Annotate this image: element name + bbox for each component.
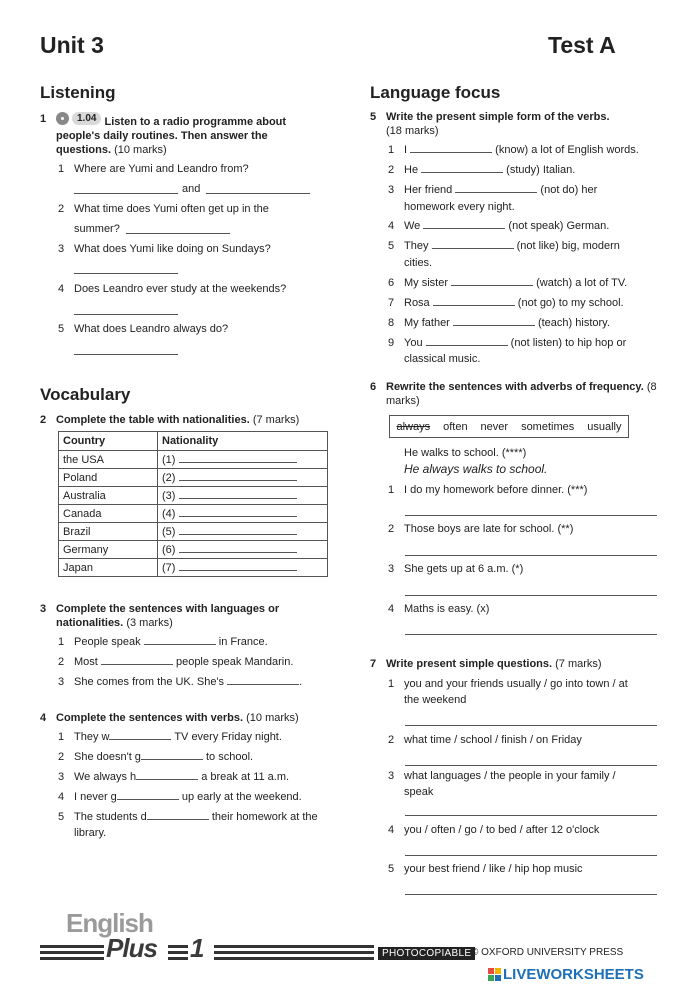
answer-line[interactable] xyxy=(432,238,514,249)
q1-prompt: 1 1.04 Listen to a radio programme about people's daily routines. Then answer the questions. (10 marks) xyxy=(40,113,287,156)
liveworksheets-logo[interactable]: LIVEWORKSHEETS xyxy=(488,966,644,983)
q4-item-5-cont: library. xyxy=(74,827,107,839)
answer-line[interactable] xyxy=(179,507,297,517)
adverb-word: often xyxy=(443,420,468,433)
logo-stripe xyxy=(214,951,374,954)
answer-line[interactable] xyxy=(405,855,657,856)
test-title: Test A xyxy=(548,32,616,58)
answer-line[interactable] xyxy=(144,634,216,645)
answer-line[interactable] xyxy=(179,525,297,535)
language-focus-heading: Language focus xyxy=(370,83,501,102)
answer-line[interactable] xyxy=(405,815,657,816)
table-row: the USA (1) xyxy=(59,451,328,469)
logo-stripe xyxy=(40,951,104,954)
logo-stripe xyxy=(40,945,104,948)
answer-line[interactable] xyxy=(109,729,171,740)
track-number: 1.04 xyxy=(72,112,101,125)
answer-line[interactable] xyxy=(126,233,230,234)
unit-title: Unit 3 xyxy=(40,32,104,58)
adverb-word: always xyxy=(396,420,431,433)
table-row: Brazil (5) xyxy=(59,523,328,541)
answer-line[interactable] xyxy=(405,595,657,596)
answer-line[interactable] xyxy=(74,193,178,194)
answer-line[interactable] xyxy=(179,561,297,571)
adverb-word: sometimes xyxy=(521,420,575,433)
adverb-box xyxy=(389,415,629,438)
answer-line[interactable] xyxy=(227,674,299,685)
table-header-row xyxy=(59,432,328,451)
table-row: Germany (6) xyxy=(59,541,328,559)
answer-line[interactable] xyxy=(117,789,179,800)
q4-prompt: 4 Complete the sentences with verbs. (10 marks) xyxy=(40,712,299,724)
logo-stripe xyxy=(168,951,188,954)
answer-line[interactable] xyxy=(74,314,178,315)
answer-line[interactable] xyxy=(405,515,657,516)
answer-line[interactable] xyxy=(147,809,209,820)
answer-line[interactable] xyxy=(405,555,657,556)
photocopiable-badge: PHOTOCOPIABLE xyxy=(378,947,475,960)
table-row: Australia (3) xyxy=(59,487,328,505)
logo-stripe xyxy=(214,957,374,960)
answer-line[interactable] xyxy=(410,142,492,153)
adverb-word: never xyxy=(480,420,509,433)
q3-prompt: 3 Complete the sentences with languages or nationalities. (3 marks) xyxy=(40,603,280,629)
english-plus-logo-bottom: Plus xyxy=(106,933,157,963)
q5-prompt: 5 Write the present simple form of the verbs. (18 marks) xyxy=(370,111,610,137)
cd-icon xyxy=(56,112,69,125)
answer-line[interactable] xyxy=(74,273,178,274)
answer-line[interactable] xyxy=(179,489,297,499)
publisher-credit: © OXFORD UNIVERSITY PRESS xyxy=(471,947,624,958)
column-header: Nationality xyxy=(158,432,328,451)
q1-item-2-cont: summer? xyxy=(74,223,120,235)
answer-line[interactable] xyxy=(433,295,515,306)
audio-track[interactable] xyxy=(56,112,101,125)
q2-prompt: 2 Complete the table with nationalities. (7 marks) xyxy=(40,414,300,426)
q7-item-3-cont: speak xyxy=(404,786,434,798)
answer-line[interactable] xyxy=(405,765,657,766)
vocabulary-heading: Vocabulary xyxy=(40,385,131,404)
table-row: Canada (4) xyxy=(59,505,328,523)
english-plus-logo-top: English xyxy=(66,908,153,938)
q5-item-9-cont: classical music. xyxy=(404,353,481,365)
table-row: Japan (7) xyxy=(59,559,328,577)
adverb-word: usually xyxy=(587,420,622,433)
q7-prompt: 7 Write present simple questions. (7 marks) xyxy=(370,658,602,670)
answer-line[interactable] xyxy=(451,275,533,286)
logo-stripe xyxy=(40,957,104,960)
answer-line[interactable] xyxy=(179,471,297,481)
english-plus-logo-number: 1 xyxy=(190,933,205,963)
q6-example: He walks to school. (****) xyxy=(404,447,527,459)
column-header: Country xyxy=(59,432,158,451)
answer-line[interactable] xyxy=(426,335,508,346)
logo-stripe xyxy=(214,945,374,948)
answer-line[interactable] xyxy=(405,725,657,726)
answer-line[interactable] xyxy=(405,634,657,635)
answer-line[interactable] xyxy=(455,182,537,193)
liveworksheets-icon xyxy=(488,968,501,981)
answer-line[interactable] xyxy=(423,218,505,229)
table-row: Poland (2) xyxy=(59,469,328,487)
q6-example-answer: He always walks to school. xyxy=(404,462,548,476)
q7-item-1-cont: the weekend xyxy=(404,694,467,706)
answer-line[interactable] xyxy=(206,193,310,194)
answer-line[interactable] xyxy=(179,543,297,553)
answer-line[interactable] xyxy=(179,453,297,463)
listening-heading: Listening xyxy=(40,83,116,102)
answer-line[interactable] xyxy=(405,894,657,895)
logo-stripe xyxy=(168,957,188,960)
q6-prompt: 6 Rewrite the sentences with adverbs of frequency. (8 marks) xyxy=(370,381,657,407)
logo-stripe xyxy=(168,945,188,948)
answer-line[interactable] xyxy=(74,354,178,355)
q5-item-3-cont: homework every night. xyxy=(404,201,515,213)
answer-line[interactable] xyxy=(421,162,503,173)
answer-line[interactable] xyxy=(141,749,203,760)
and-label: and xyxy=(182,183,201,195)
answer-line[interactable] xyxy=(101,654,173,665)
q5-item-5-cont: cities. xyxy=(404,257,433,269)
nationality-table xyxy=(58,431,328,577)
answer-line[interactable] xyxy=(453,315,535,326)
answer-line[interactable] xyxy=(136,769,198,780)
